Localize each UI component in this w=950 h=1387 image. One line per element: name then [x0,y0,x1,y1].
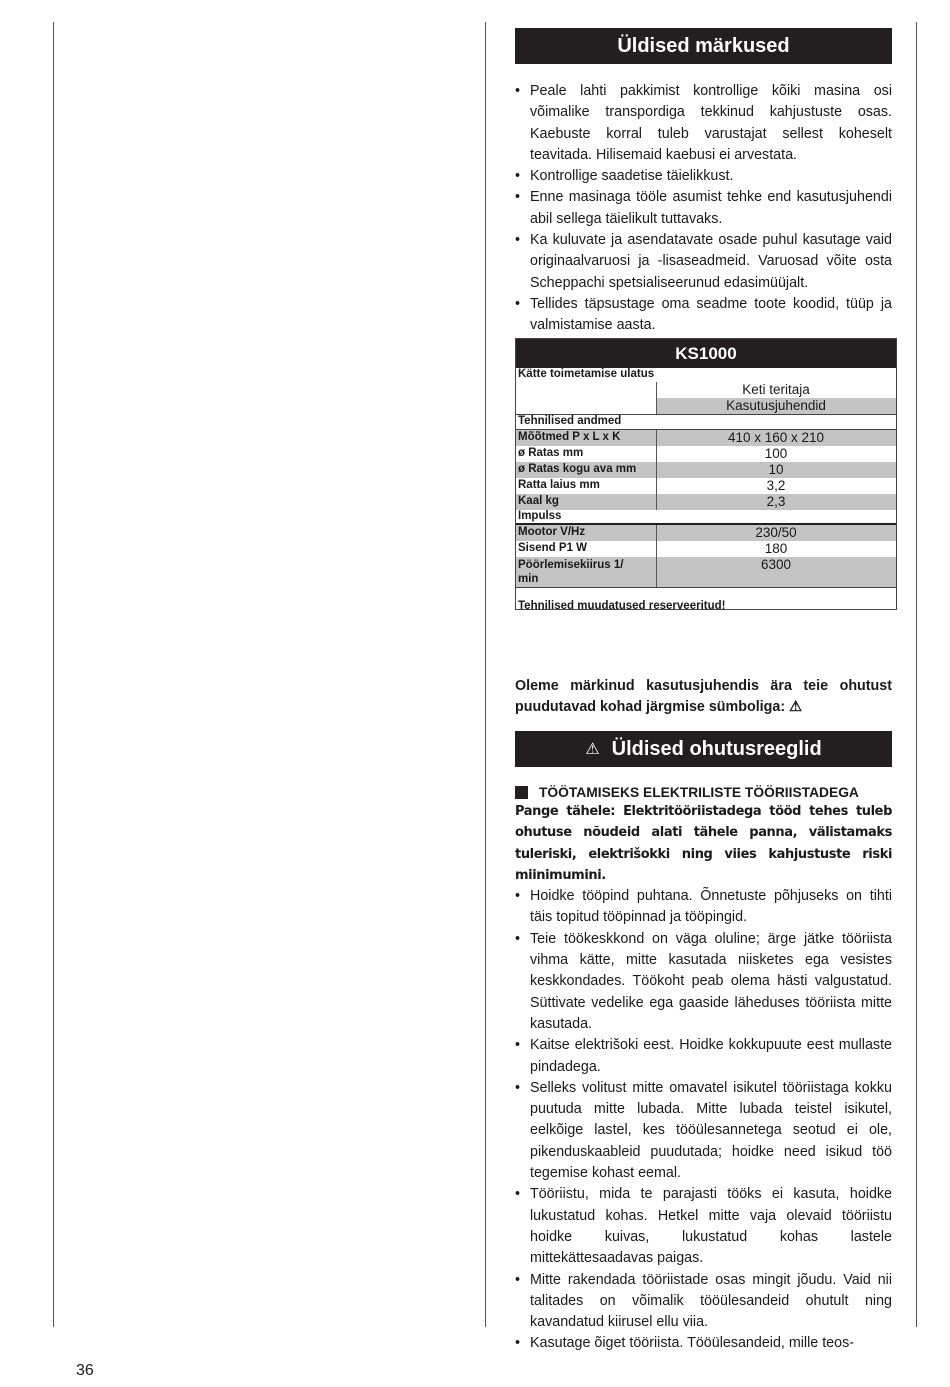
spec-key: ø Ratas kogu ava mm [518,463,637,475]
spec-value: 230/50 [755,525,797,540]
list-item: • Teie töökeskkond on väga oluline; ärge jätke tööriista vihma kätte, mitte kasutada niisketes ega vesistes keskkondades. Töökoht peab olema hästi valgustatud. Süttivate vedelike ega gaaside läheduses tööriista mitte kasutada. [515,929,892,1035]
list-item: • Tellides täpsustage oma seadme toote koodid, tüüp ja valmistamise aasta. [515,294,892,337]
safety-list [515,886,892,1355]
spec-value: 6300 [760,557,792,572]
general-notes-section [515,28,892,337]
list-item: • Hoidke tööpind puhtana. Õnnetuste põhjuseks on tihti täis topitud tööpinnad ja tööpingid. [515,886,892,929]
square-bullet-icon [515,786,528,799]
safety-title-banner [515,731,892,767]
delivery-item: Keti teritaja [742,382,810,397]
table-row [516,557,896,587]
list-item: • Tööriistu, mida te parajasti tööks ei kasuta, hoidke lukustatud kohas. Hetkel mitte vaja olevaid tööriistu hoidke kuivas, lukustatud kohas lastele mittekättesaadavas paigas. [515,1184,892,1269]
safety-intro: Pange tähele: Elektritööriistadega tööd tehes tuleb ohutuse nõudeid alati tähele panna, välistamaks tuleriski, elektrišokki ning viies kahjustuste riski miinimumini. [515,804,892,883]
divider [516,587,896,588]
spec-value: 10 [768,462,784,477]
spec-footer: Tehnilised muudatused reserveeritud! [518,600,726,612]
table-row [516,382,896,398]
spec-key: Kaal kg [518,495,559,507]
spec-key: Ratta laius mm [518,479,600,491]
tech-data-label-row [516,415,896,429]
table-row [516,494,896,510]
symbol-note: Oleme märkinud kasutusjuhendis ära teie ohutust puudutavad kohad järgmise sümboliga: ⚠ [515,678,892,716]
table-row [516,525,896,541]
tech-data-label: Tehnilised andmed [518,415,622,427]
list-item: • Selleks volitust mitte omavatel isikutel tööriistaga kokku puutuda mitte lubada. Mitte lubada teistel isikutel, eelkõige lastel, kes tööülesannetega seotud ei ole, pikenduskaableid puudutada; hoidke need isikud töö tegemise kohast eemal. [515,1078,892,1184]
spec-key: Mootor V/Hz [518,526,586,538]
table-row [516,398,896,414]
list-item: • Kaitse elektrišoki eest. Hoidke kokkupuute eest mullaste pindadega. [515,1035,892,1078]
list-item: • Kontrollige saadetise täielikkust. [515,166,892,187]
list-item: • Ka kuluvate ja asendatavate osade puhul kasutage vaid originaalvaruosi ja -lisaseadmeid. Varuosad võite osta Scheppachi spetsialiseerunud edasimüüjalt. [515,230,892,294]
list-item: • Peale lahti pakkimist kontrollige kõiki masina osi võimalike transpordiga tekkinud kahjustuste osas. Kaebuste korral tuleb varustajat sellest koheselt teavitada. Hilisemaid kaebusi ei arvestata. [515,81,892,166]
general-notes-title: Üldised märkused [515,28,892,64]
table-row [516,478,896,494]
table-row [516,541,896,557]
right-margin-rule [916,22,917,1327]
warning-icon: ⚠ [585,741,600,758]
impulse-label-row [516,510,896,523]
spec-value: 180 [764,541,788,556]
spec-key: Pöörlemisekiirus 1/ min [518,559,624,585]
spec-table [515,338,897,610]
list-item: • Mitte rakendada tööriistade osas mingit jõudu. Vaid nii talitades on võimalik tööülesandeid ohutult ning kavandatud kiirusel ellu viia. [515,1270,892,1334]
table-row [516,462,896,478]
general-notes-list [515,81,892,337]
left-margin-rule [53,22,54,1327]
spec-value: 410 x 160 x 210 [727,430,825,445]
spec-footer-row [516,599,896,615]
table-row [516,446,896,462]
list-item: • Enne masinaga tööle asumist tehke end kasutusjuhendi abil sellega täielikult tuttavaks. [515,187,892,230]
center-column-rule [485,22,486,1327]
spec-value: 3,2 [766,478,786,493]
page-number: 36 [76,1362,94,1379]
spec-key: Mõõtmed P x L x K [518,431,621,443]
spec-key: ø Ratas mm [518,447,584,459]
spec-key: Sisend P1 W [518,542,588,554]
delivery-scope-label: Kätte toimetamise ulatus [518,368,655,380]
spec-value: 100 [764,446,788,461]
spec-value: 2,3 [766,494,786,509]
safety-subheading: TÖÖTAMISEKS ELEKTRILISTE TÖÖRIISTADEGA [515,785,892,800]
delivery-scope-label-row [516,368,896,382]
safety-section [515,731,892,1355]
safety-title: Üldised ohutusreeglid [611,737,822,760]
table-row [516,430,896,446]
impulse-label: Impulss [518,510,562,522]
delivery-item: Kasutusjuhendid [726,398,826,413]
spec-table-title: KS1000 [516,339,896,368]
list-item: • Kasutage õiget tööriista. Tööülesandeid, mille teos- [515,1333,892,1354]
